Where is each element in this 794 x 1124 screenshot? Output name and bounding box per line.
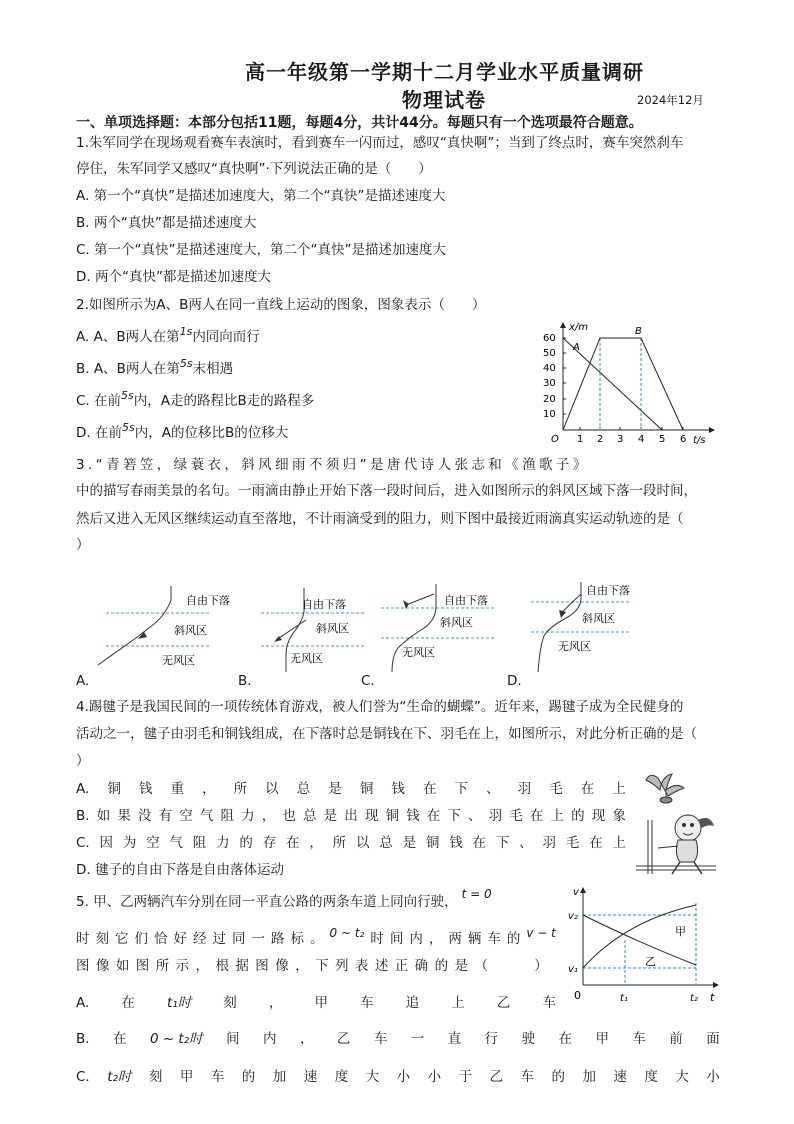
q4-option-b-char: 阻 (220, 808, 234, 824)
q4-line3: ） (76, 753, 90, 769)
q4-option-c-char: 以 (355, 835, 370, 851)
q4-option-a-char: 钱 (138, 781, 153, 797)
q4-option-c-char: C. (76, 835, 90, 851)
q4-option-a-char: 铜 (107, 781, 121, 797)
q3-line4: ） (76, 537, 90, 553)
q3-figure-a (98, 586, 230, 667)
q5-line3-char: 根 (215, 958, 229, 974)
q2-label-b: B (635, 326, 642, 337)
q5-option-c-char: 的 (241, 1069, 256, 1085)
q5-v-label: v (573, 887, 579, 898)
q5-line3-char: 的 (434, 958, 449, 974)
q4-option-a-char: 重 (170, 781, 184, 797)
q5-option-a (76, 994, 556, 1012)
q2-option-b-sym: 5s (179, 357, 193, 370)
q5-line3-char: 确 (414, 958, 429, 974)
q4-option-c-char: 钱 (449, 835, 463, 851)
q5-option-b-char: 驶 (521, 1031, 536, 1047)
q4-option-b-char: 现 (364, 808, 379, 824)
q4-option-c-char: 在 (472, 835, 487, 851)
q5-line3-char: 下 (315, 958, 329, 974)
q3-b-wind: 斜风区 (316, 622, 349, 635)
q5-option-a-char: 刻 (223, 995, 237, 1011)
q5-line2-char: 一 (251, 931, 265, 947)
q4-option-b-char: ， (261, 808, 276, 824)
q5-line3-char (514, 957, 528, 975)
q2-option-d-post: 内，A的位移比B的位移大 (134, 425, 289, 441)
q2-label-a: A (573, 342, 580, 353)
q4-option-b-char: 毛 (509, 808, 523, 824)
q5-option-c-char: 小 (706, 1069, 720, 1085)
q3-a-no-wind: 无风区 (162, 654, 195, 667)
q5-v2-label: v₂ (568, 911, 578, 922)
q5-option-a-char: 车 (542, 995, 556, 1011)
q5-line2-char: 路 (271, 931, 285, 947)
q3-d-free-fall: 自由下落 (586, 584, 630, 597)
q4-option-b-char: 力 (241, 808, 255, 824)
q4-option-c-char: 力 (216, 835, 230, 851)
q5-line3-char: 像 (275, 958, 289, 974)
q4-option-c-char: 上 (612, 835, 626, 851)
q5-line2-char: 们 (134, 931, 148, 947)
q2-option-a (76, 325, 260, 347)
q5-option-a-char: 在 (121, 995, 135, 1011)
q2-option-a-post: 内同向而行 (192, 329, 260, 345)
q4-option-a-char: 是 (328, 781, 342, 797)
q5-option-c-char: 小 (427, 1069, 442, 1085)
q5-line3 (76, 957, 548, 975)
q5-line2-char: 经 (193, 931, 207, 947)
q5-option-c-char: 速 (613, 1069, 627, 1085)
q4-option-c-char: 空 (146, 835, 160, 851)
q4-option-c-char: 因 (99, 835, 114, 851)
q5-option-c-char: 于 (458, 1069, 473, 1085)
q5-option-a-char: 追 (405, 995, 420, 1011)
q4-option-b-char: 有 (158, 808, 173, 824)
q2-option-c-pre: C. 在前 (76, 393, 122, 409)
q4-option-c-char: 铜 (425, 835, 440, 851)
q2-option-c-post: 内，A走的路程比B走的路程多 (133, 393, 315, 409)
exam-date: 2024年12月 (637, 93, 704, 107)
q2-y-arrow (560, 322, 566, 328)
q3-line2: 中的描写春雨美景的名句。一雨滴由静止开始下落一段时间后，进入如图所示的斜风区域下落一段时间， (76, 483, 697, 499)
q1-option-c: C. 第一个“真快”是描述速度大，第二个“真快”是描述加速度大 (76, 242, 446, 258)
q4-option-a-char: 上 (612, 781, 626, 797)
q5-line3-char: 列 (334, 958, 349, 974)
q3-line1: 3.“青箬笠，绿蓑衣，斜风细雨不须归”是唐代诗人张志和《渔歌子》 (76, 457, 590, 473)
q4-option-b-char: B. (76, 808, 90, 824)
q5-line2-char: 辆 (467, 931, 482, 947)
q4-option-c-char: 总 (379, 835, 393, 851)
q4-line2: 活动之一，毽子由羽毛和铜钱组成，在下落时总是铜钱在下、羽毛在上，如图所示，对此分析正确的是（ (76, 726, 697, 742)
q4-option-c-char: 羽 (542, 835, 556, 851)
q4-line1: 4.踢毽子是我国民间的一项传统体育游戏，被人们誉为“生命的蝴蝶”。近年来，踢毽子成为全民健身的 (76, 699, 684, 715)
q2-x-arrow (709, 427, 715, 433)
q5-line2-char: 车 (487, 931, 501, 947)
q5-label-yi: 乙 (645, 955, 656, 968)
q4-option-a-char: 所 (233, 781, 248, 797)
q4-option-b-char: 、 (467, 808, 482, 824)
q5-option-c-char: 大 (675, 1069, 689, 1085)
q4-option-c-char: 在 (286, 835, 300, 851)
q5-v1-label: v₁ (568, 964, 578, 975)
q2-line-b (563, 338, 683, 430)
q5-option-b-char: ， (299, 1031, 314, 1047)
q5-line1 (76, 887, 492, 911)
q5-line2-char: 时 (370, 931, 384, 947)
q1-option-b: B. 两个“真快”都是描述速度大 (76, 215, 257, 231)
q5-line3-char: 据 (235, 958, 249, 974)
q5-origin: 0 (574, 989, 581, 1002)
q2-xtick-2: 2 (597, 434, 604, 445)
q5-line2-char: 恰 (154, 931, 168, 947)
q5-option-a-char: 车 (360, 995, 374, 1011)
q3-c-wind: 斜风区 (440, 616, 473, 629)
q4-option-c-char: 所 (332, 835, 347, 851)
q5-option-b-char: 内 (263, 1031, 277, 1047)
q2-y-label: x/m (569, 322, 589, 333)
q2-option-b (76, 357, 234, 379)
q2-xtick-3: 3 (617, 434, 624, 445)
q5-line3-char: （ (474, 958, 488, 974)
q5-line2-sym: 0 ~ t₂ (329, 926, 365, 940)
q5-line2-char: 两 (448, 931, 462, 947)
q5-line3-char: 正 (394, 958, 409, 974)
q2-xtick-5: 5 (659, 434, 666, 445)
q3-line3: 然后又进入无风区继续运动直至落地，不计雨滴受到的阻力，则下图中最接近雨滴真实运动轨迹的是（ (76, 511, 684, 527)
q3-label-d: D. (507, 673, 522, 689)
q2-option-c-sym: 5s (121, 389, 134, 402)
q5-v-arrow (580, 887, 586, 893)
q2-ytick-40: 40 (543, 363, 556, 374)
q4-option-b-char: 没 (137, 808, 152, 824)
q5-line2-char: 间 (389, 931, 404, 947)
q5-option-c-char: 加 (582, 1069, 596, 1085)
q5-option-b-char: 乙 (336, 1031, 351, 1047)
q5-line3-char: 述 (374, 958, 389, 974)
q3-label-a: A. (76, 673, 90, 689)
q2-ytick-50: 50 (543, 348, 556, 359)
q4-option-d: D. 毽子的自由下落是自由落体运动 (76, 862, 284, 878)
q4-option-b-char: 上 (550, 808, 564, 824)
q4-option-b-char: 果 (117, 808, 131, 824)
q5-line3-char: 所 (155, 958, 170, 974)
q5-t2-label: t₂ (690, 993, 698, 1004)
q3-b-no-wind: 无风区 (290, 652, 323, 665)
q5-line2-char: 内 (409, 931, 423, 947)
q5-option-b-char: B. (76, 1031, 90, 1047)
q5-line2-char: 它 (115, 931, 129, 947)
q5-option-c-char: 小 (396, 1069, 411, 1085)
q3-figure-d (531, 582, 631, 672)
q3-d-wind: 斜风区 (582, 612, 615, 625)
q2-ytick-20: 20 (543, 394, 556, 405)
q5-option-c-char: 乙 (489, 1069, 504, 1085)
q3-b-free-fall: 自由下落 (302, 598, 346, 611)
q4-option-c (76, 834, 626, 852)
q2-xtick-1: 1 (577, 434, 584, 445)
q5-option-c-char: 的 (551, 1069, 565, 1085)
q5-curve-yi (583, 915, 696, 965)
q5-option-c-char: 度 (644, 1069, 658, 1085)
q5-line2-char: 好 (173, 931, 187, 947)
q2-stem: 2.如图所示为A、B两人在同一直线上运动的图象，图象表示（ ） (76, 297, 486, 313)
q4-option-b-char: 羽 (488, 808, 503, 824)
q2-ytick-10: 10 (543, 409, 556, 420)
page-title: 高一年级第一学期十二月学业水平质量调研 (245, 60, 644, 84)
q5-line3-char: 图 (255, 958, 269, 974)
q4-option-b-char: 的 (571, 808, 585, 824)
q5-line1-text: 5. 甲、乙两辆汽车分别在同一平直公路的两条车道上同向行驶， (76, 894, 458, 910)
q5-option-b-char: 0 ~ t₂时 (149, 1031, 203, 1047)
q5-line3-char: 如 (115, 958, 130, 974)
q4-option-a-char: 下 (454, 781, 469, 797)
q2-x-label: t/s (693, 435, 706, 445)
q5-option-c (76, 1068, 720, 1086)
q3-a-wind: 斜风区 (174, 624, 207, 637)
q4-option-a-char: 、 (486, 781, 500, 797)
q5-line3-char (494, 957, 508, 975)
q5-line2 (76, 926, 556, 948)
q5-option-b-char: 车 (632, 1031, 646, 1047)
q4-option-a-char: ， (202, 781, 216, 797)
q5-line3-char: 图 (76, 958, 90, 974)
q4-option-c-char: 为 (122, 835, 137, 851)
q3-a-free-fall: 自由下落 (186, 594, 230, 607)
q5-option-b-char: 直 (447, 1031, 462, 1047)
q5-option-b-char: 在 (113, 1031, 127, 1047)
q2-option-d-sym: 5s (121, 421, 135, 434)
q5-option-a-char: 乙 (496, 995, 511, 1011)
q4-option-b-char: 空 (179, 808, 193, 824)
q2-xtick-4: 4 (638, 434, 645, 445)
q5-line2-char: 时 (76, 931, 90, 947)
page-subtitle: 物理试卷 (402, 88, 486, 112)
q2-ytick-30: 30 (543, 378, 556, 389)
q5-line3-char: ， (295, 958, 309, 974)
q4-option-b-char: 总 (302, 808, 317, 824)
q4-option-a-char: 在 (422, 781, 437, 797)
q5-option-c-char: 车 (520, 1069, 534, 1085)
q3-figures (76, 580, 736, 690)
q4-option-c-char: 存 (262, 835, 277, 851)
q2-xt-graph (535, 320, 715, 445)
q3-c-free-fall: 自由下落 (444, 594, 488, 607)
q4-option-c-char: 的 (239, 835, 253, 851)
q4-option-c-char: 、 (519, 835, 533, 851)
q2-option-c (76, 389, 315, 411)
q5-line2-char: 刻 (95, 931, 109, 947)
q5-line2-char: 。 (310, 931, 324, 947)
q4-option-c-char: 下 (495, 835, 510, 851)
q5-line2-char: 标 (290, 931, 304, 947)
q5-line2-char: ， (428, 931, 443, 947)
q2-option-a-sym: 1s (179, 325, 193, 338)
q5-option-a-char: A. (76, 995, 90, 1011)
q4-option-b-char: 象 (612, 808, 626, 824)
q4-option-a-char: 在 (580, 781, 595, 797)
section-heading: 一、单项选择题：本部分包括11题，每题4分，共计44分。每题只有一个选项最符合题意。 (76, 115, 643, 131)
q4-option-b-char: 出 (344, 808, 358, 824)
q5-option-b-char: 一 (410, 1031, 425, 1047)
q4-option-c-char: 阻 (192, 835, 207, 851)
q4-option-b-char: 钱 (406, 808, 420, 824)
q5-option-a-char: 上 (451, 995, 465, 1011)
q1-stem-line1: 1.朱军同学在现场观看赛车表演时，看到赛车一闪而过，感叹“真快啊”；当到了终点时，赛车突然刹车 (76, 135, 684, 151)
q5-option-b-char: 甲 (595, 1031, 609, 1047)
q5-line3-char: 像 (95, 958, 110, 974)
q5-option-c-char: 车 (210, 1069, 225, 1085)
q4-option-c-char: 气 (169, 835, 183, 851)
q1-option-a: A. 第一个“真快”是描述加速度大，第二个“真快”是描述速度大 (76, 188, 446, 204)
q5-option-c-char: 刻 (148, 1069, 163, 1085)
q3-figure-b (261, 588, 366, 672)
q4-option-b-char: 也 (282, 808, 296, 824)
q5-option-b-char: 行 (484, 1031, 499, 1047)
q4-option-b-char: 在 (529, 808, 544, 824)
q5-option-c-char: 速 (303, 1069, 318, 1085)
q5-t1-label: t₁ (620, 993, 628, 1004)
q1-option-d: D. 两个“真快”都是描述加速度大 (76, 269, 271, 285)
q4-option-b-char: 铜 (385, 808, 399, 824)
q4-option-b-char: 在 (426, 808, 441, 824)
q5-option-a-char: 甲 (314, 995, 328, 1011)
q4-option-a-char: 总 (296, 781, 311, 797)
q5-line3-char: ） (534, 958, 548, 974)
q5-t-arrow (713, 982, 719, 988)
q5-line3-char: 表 (354, 958, 369, 974)
q4-option-a (76, 780, 626, 798)
q3-label-c: C. (361, 673, 375, 689)
q5-option-c-char: 大 (365, 1069, 380, 1085)
q4-option-b-char: 气 (199, 808, 214, 824)
q5-line3-char: 示 (175, 958, 190, 974)
q4-option-a-char: A. (76, 781, 90, 797)
q5-option-a-char: ， (268, 995, 283, 1011)
q2-ytick-60: 60 (543, 333, 556, 344)
q2-xtick-6: 6 (680, 434, 687, 445)
shuttlecock-kid-illustration (628, 770, 720, 878)
q2-option-d (76, 421, 289, 443)
q4-option-c-char: 在 (589, 835, 603, 851)
q5-option-b-char: 面 (706, 1031, 720, 1047)
q5-option-a-char: t₁时 (166, 995, 192, 1011)
q5-line3-char: 图 (135, 958, 150, 974)
q5-line3-char: 是 (454, 958, 469, 974)
q5-line2-char: 的 (506, 931, 521, 947)
q5-option-b-char: 前 (669, 1031, 683, 1047)
q2-option-a-pre: A. A、B两人在第 (76, 329, 180, 345)
q5-option-c-char: 度 (334, 1069, 349, 1085)
q4-option-a-char: 铜 (359, 781, 374, 797)
q5-line2-sym2: v − t (526, 926, 556, 940)
q5-line2-char: 同 (232, 931, 246, 947)
q4-option-c-char: 是 (402, 835, 417, 851)
q5-option-c-char: 甲 (179, 1069, 194, 1085)
q3-c-no-wind: 无风区 (402, 646, 435, 659)
q4-option-b-char: 如 (96, 808, 111, 824)
q4-option-b-char: 是 (323, 808, 338, 824)
q5-vt-graph (565, 885, 720, 1005)
q4-option-a-char: 毛 (549, 781, 563, 797)
q5-label-jia: 甲 (675, 925, 686, 938)
q4-option-a-char: 以 (265, 781, 279, 797)
q2-option-b-post: 末相遇 (192, 361, 234, 377)
q5-option-c-char: t₂时 (107, 1069, 132, 1085)
q5-line2-char: 过 (212, 931, 226, 947)
q5-t-label: t (710, 991, 715, 1004)
q2-origin: O (551, 434, 559, 445)
q5-option-b (76, 1030, 720, 1048)
q4-option-c-char: ， (309, 835, 323, 851)
q3-label-b: B. (238, 673, 252, 689)
q4-option-c-char: 毛 (565, 835, 580, 851)
q4-option-b-char: 下 (447, 808, 461, 824)
q5-line1-sym: t = 0 (461, 887, 492, 901)
q5-option-b-char: 间 (226, 1031, 240, 1047)
q5-line3-char: ， (195, 958, 210, 974)
q4-option-b-char: 现 (591, 808, 606, 824)
q1-stem-line2: 停住，朱军同学又感叹“真快啊”·下列说法正确的是（ ） (76, 161, 432, 177)
q3-figure-c (381, 584, 496, 672)
q2-option-d-pre: D. 在前 (76, 425, 122, 441)
q5-option-c-char: 加 (272, 1069, 287, 1085)
q5-option-c-char: C. (76, 1069, 90, 1085)
q4-option-a-char: 羽 (517, 781, 532, 797)
q4-option-a-char: 钱 (391, 781, 405, 797)
q5-option-b-char: 车 (373, 1031, 388, 1047)
q3-d-no-wind: 无风区 (558, 640, 591, 653)
q4-option-b (76, 807, 626, 825)
q2-option-b-pre: B. A、B两人在第 (76, 361, 180, 377)
q5-option-b-char: 在 (558, 1031, 573, 1047)
